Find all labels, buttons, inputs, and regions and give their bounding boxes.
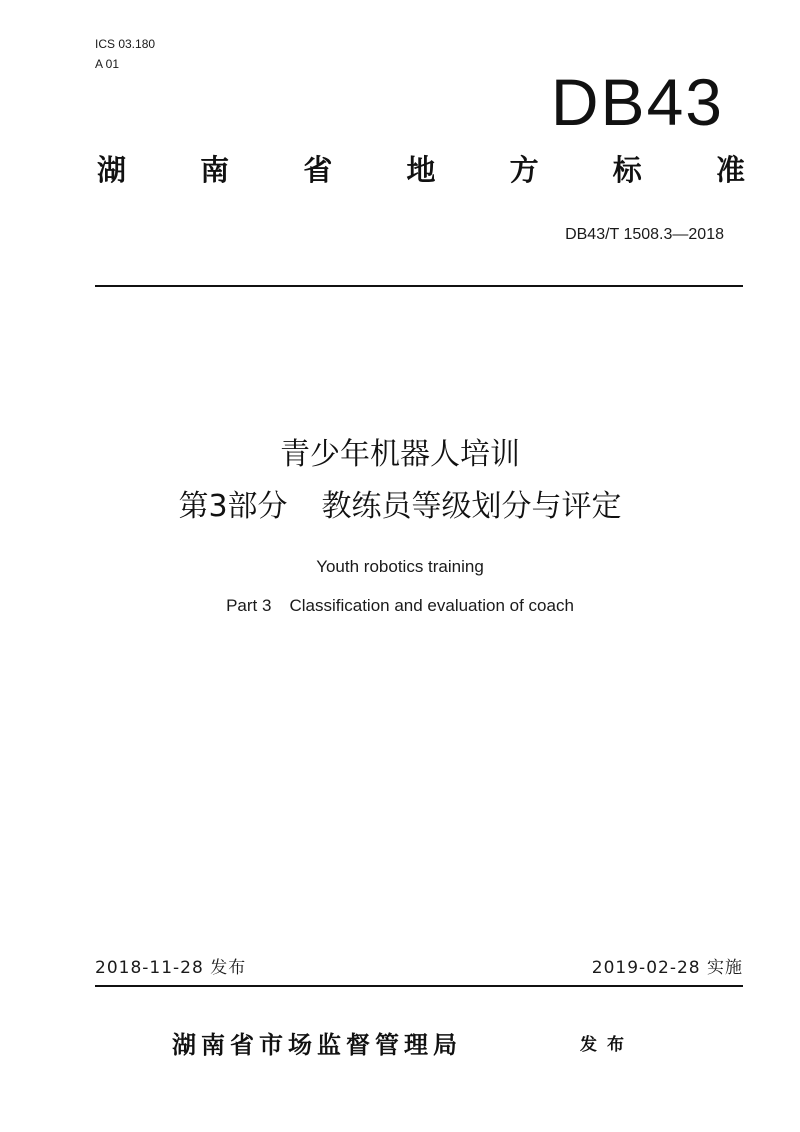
english-title-part	[0, 594, 800, 618]
document-title-part-subject: 教练员等级划分与评定	[321, 489, 622, 524]
implementation-date: 2019-02-28 实施	[591, 958, 743, 978]
standard-type-char: 标	[612, 153, 642, 187]
standard-type-char: 地	[406, 153, 436, 187]
standard-type-char: 省	[303, 153, 333, 187]
standard-code: DB43	[550, 65, 724, 139]
bottom-divider	[95, 985, 743, 987]
english-title-part-subject: Classification and evaluation of coach	[289, 596, 574, 615]
standard-type-char: 湖	[97, 153, 127, 187]
issuing-authority: 湖南省市场监督管理局	[172, 1031, 462, 1059]
standard-number: DB43/T 1508.3—2018	[565, 226, 724, 243]
standard-type-title	[97, 150, 745, 190]
document-title-part	[0, 486, 800, 528]
document-title-part-number: 第3部分	[178, 489, 288, 524]
document-title-main: 青少年机器人培训	[280, 437, 520, 472]
standard-type-char: 准	[715, 153, 745, 187]
english-title-main: Youth robotics training	[316, 557, 484, 576]
standard-type-char: 南	[200, 153, 230, 187]
issue-date: 2018-11-28 发布	[95, 958, 247, 978]
english-title-part-number: Part 3	[226, 596, 272, 615]
issuing-action: 发布	[580, 1035, 634, 1055]
standard-type-char: 方	[509, 153, 539, 187]
ics-code: ICS 03.180	[95, 37, 156, 51]
classification-code: A 01	[95, 57, 120, 71]
top-divider	[95, 285, 743, 287]
